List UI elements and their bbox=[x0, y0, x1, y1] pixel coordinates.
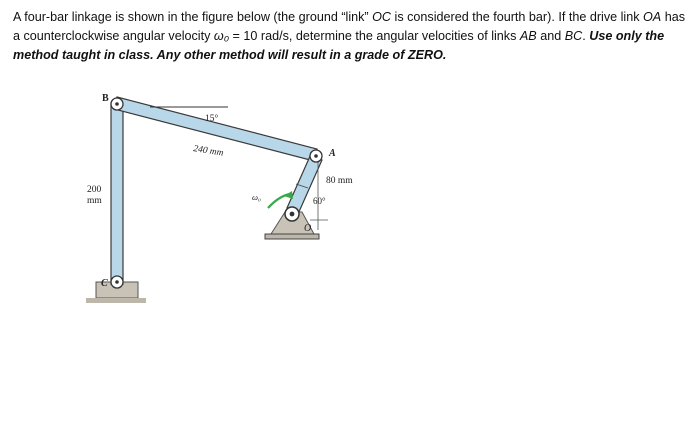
link-oa-ref: OA bbox=[643, 10, 662, 24]
omega-symbol: ω₀ bbox=[213, 29, 230, 43]
length-bc-label-2: mm bbox=[87, 196, 102, 206]
pin-b bbox=[111, 98, 123, 110]
label-c: C bbox=[101, 278, 108, 289]
grading-warning: Use only the method taught in class. Any other method will result in a grade of ZERO. bbox=[13, 29, 665, 62]
omega-label: ω₀ bbox=[252, 192, 261, 202]
problem-text: is considered the fourth bar). If the drive link bbox=[391, 10, 644, 24]
pin-o bbox=[285, 207, 299, 221]
length-bc-label-1: 200 bbox=[87, 185, 102, 195]
label-b: B bbox=[102, 93, 109, 104]
problem-text: . bbox=[582, 29, 590, 43]
link-bc-ref: BC bbox=[564, 29, 583, 43]
angle-15-label: 15° bbox=[205, 114, 219, 124]
label-a: A bbox=[329, 148, 336, 159]
label-o: O bbox=[304, 223, 312, 234]
pin-c bbox=[111, 276, 123, 288]
link-oc-ref: OC bbox=[372, 10, 392, 24]
link-ab-ref: AB bbox=[519, 29, 537, 43]
angle-60-label: 60° bbox=[313, 196, 326, 206]
length-oa-label: 80 mm bbox=[326, 176, 353, 186]
problem-text: has a counterclockwise angular velocity bbox=[13, 10, 686, 43]
problem-text: A four-bar linkage is shown in the figure below (the ground “link” bbox=[13, 10, 373, 24]
problem-text: and bbox=[536, 29, 565, 43]
pin-a bbox=[310, 150, 322, 162]
problem-text: = 10 rad/s, determine the angular velocities of links bbox=[229, 29, 520, 43]
length-ab-label: 240 mm bbox=[192, 144, 225, 159]
link-bc bbox=[111, 103, 123, 284]
